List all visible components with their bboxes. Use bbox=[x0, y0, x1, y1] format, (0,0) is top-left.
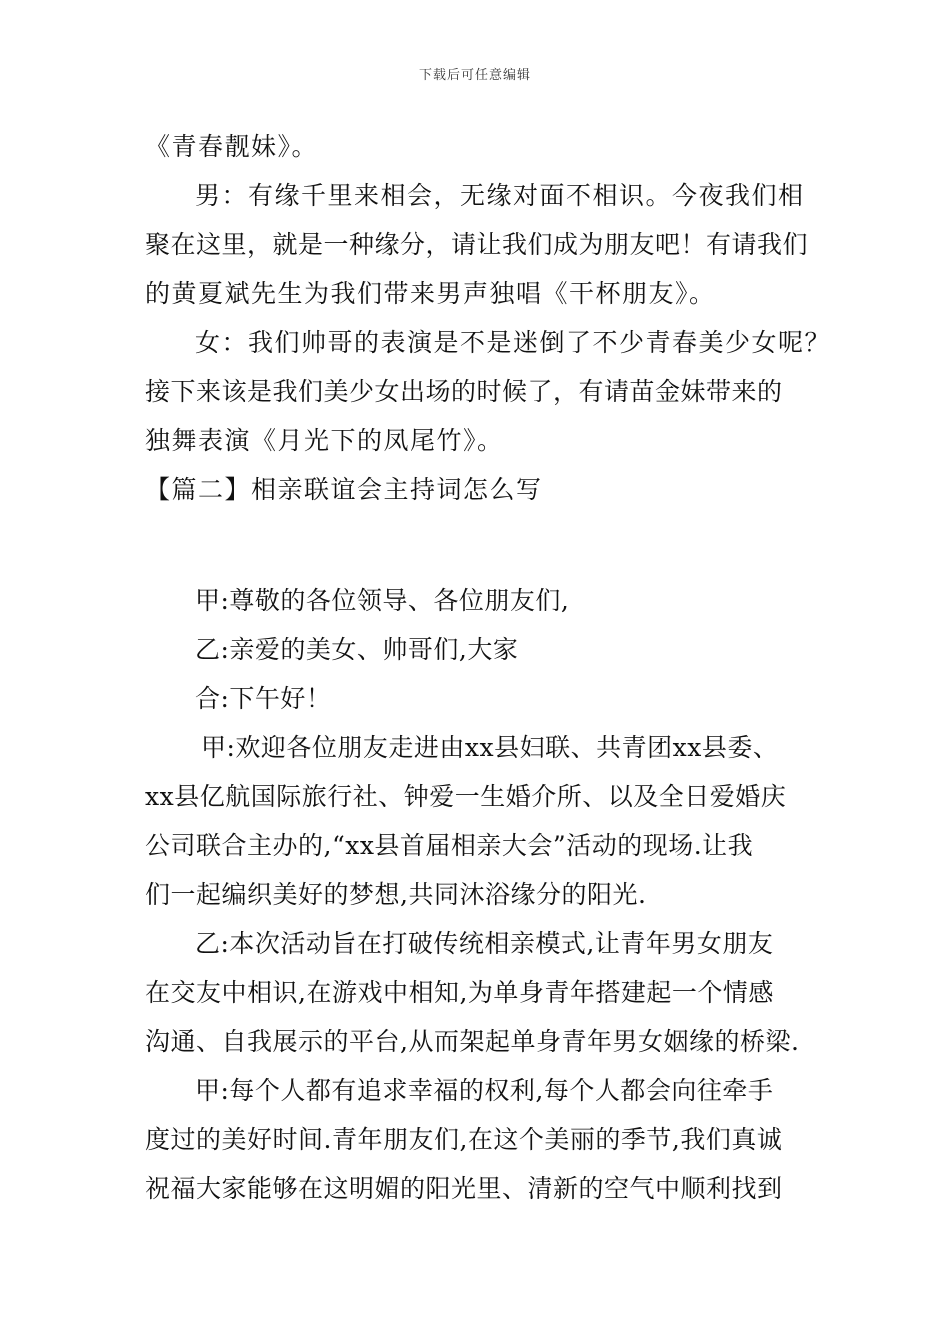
paragraph-line: 甲:尊敬的各位领导、各位朋友们, bbox=[195, 586, 570, 615]
paragraph-line: 独舞表演《月光下的凤尾竹》。 bbox=[145, 426, 504, 455]
paragraph-line: 度过的美好时间.青年朋友们,在这个美丽的季节,我们真诚 bbox=[145, 1125, 783, 1154]
paragraph-line: 《青春靓妹》。 bbox=[145, 132, 319, 161]
paragraph-line: 公司联合主办的,“xx县首届相亲大会”活动的现场.让我 bbox=[145, 831, 754, 860]
document-body bbox=[145, 122, 835, 1213]
page-header: 下载后可任意编辑 bbox=[418, 68, 531, 83]
paragraph-line: 们一起编织美好的梦想,共同沐浴缘分的阳光. bbox=[145, 880, 647, 909]
paragraph-line: 合:下午好！ bbox=[195, 684, 332, 713]
paragraph-line: 接下来该是我们美少女出场的时候了，有请苗金妹带来的 bbox=[145, 377, 783, 406]
paragraph-line: 沟通、自我展示的平台,从而架起单身青年男女姻缘的桥梁. bbox=[145, 1027, 800, 1056]
paragraph-line: 祝福大家能够在这明媚的阳光里、清新的空气中顺利找到 bbox=[145, 1174, 783, 1203]
paragraph-line: 在交友中相识,在游戏中相知,为单身青年搭建起一个情感 bbox=[145, 978, 774, 1007]
paragraph-line: 甲:欢迎各位朋友走进由xx县妇联、共青团xx县委、 bbox=[201, 733, 779, 762]
paragraph-line: 男：有缘千里来相会，无缘对面不相识。今夜我们相 bbox=[195, 181, 805, 210]
paragraph-line: 女：我们帅哥的表演是不是迷倒了不少青春美少女呢？ bbox=[195, 328, 832, 357]
blank-gap bbox=[145, 514, 835, 576]
paragraph-line: 的黄夏斌先生为我们带来男声独唱《干杯朋友》。 bbox=[145, 279, 716, 308]
paragraph-line: 乙:亲爱的美女、帅哥们,大家 bbox=[195, 635, 519, 664]
paragraph-line: 乙:本次活动旨在打破传统相亲模式,让青年男女朋友 bbox=[195, 929, 774, 958]
paragraph-line: 聚在这里，就是一种缘分，请让我们成为朋友吧！有请我们 bbox=[145, 230, 809, 259]
paragraph-line: 甲:每个人都有追求幸福的权利,每个人都会向往牵手 bbox=[195, 1076, 774, 1105]
section-heading: 【篇二】相亲联谊会主持词怎么写 bbox=[145, 475, 543, 504]
paragraph-line: xx县亿航国际旅行社、钟爱一生婚介所、以及全日爱婚庆 bbox=[145, 782, 787, 811]
